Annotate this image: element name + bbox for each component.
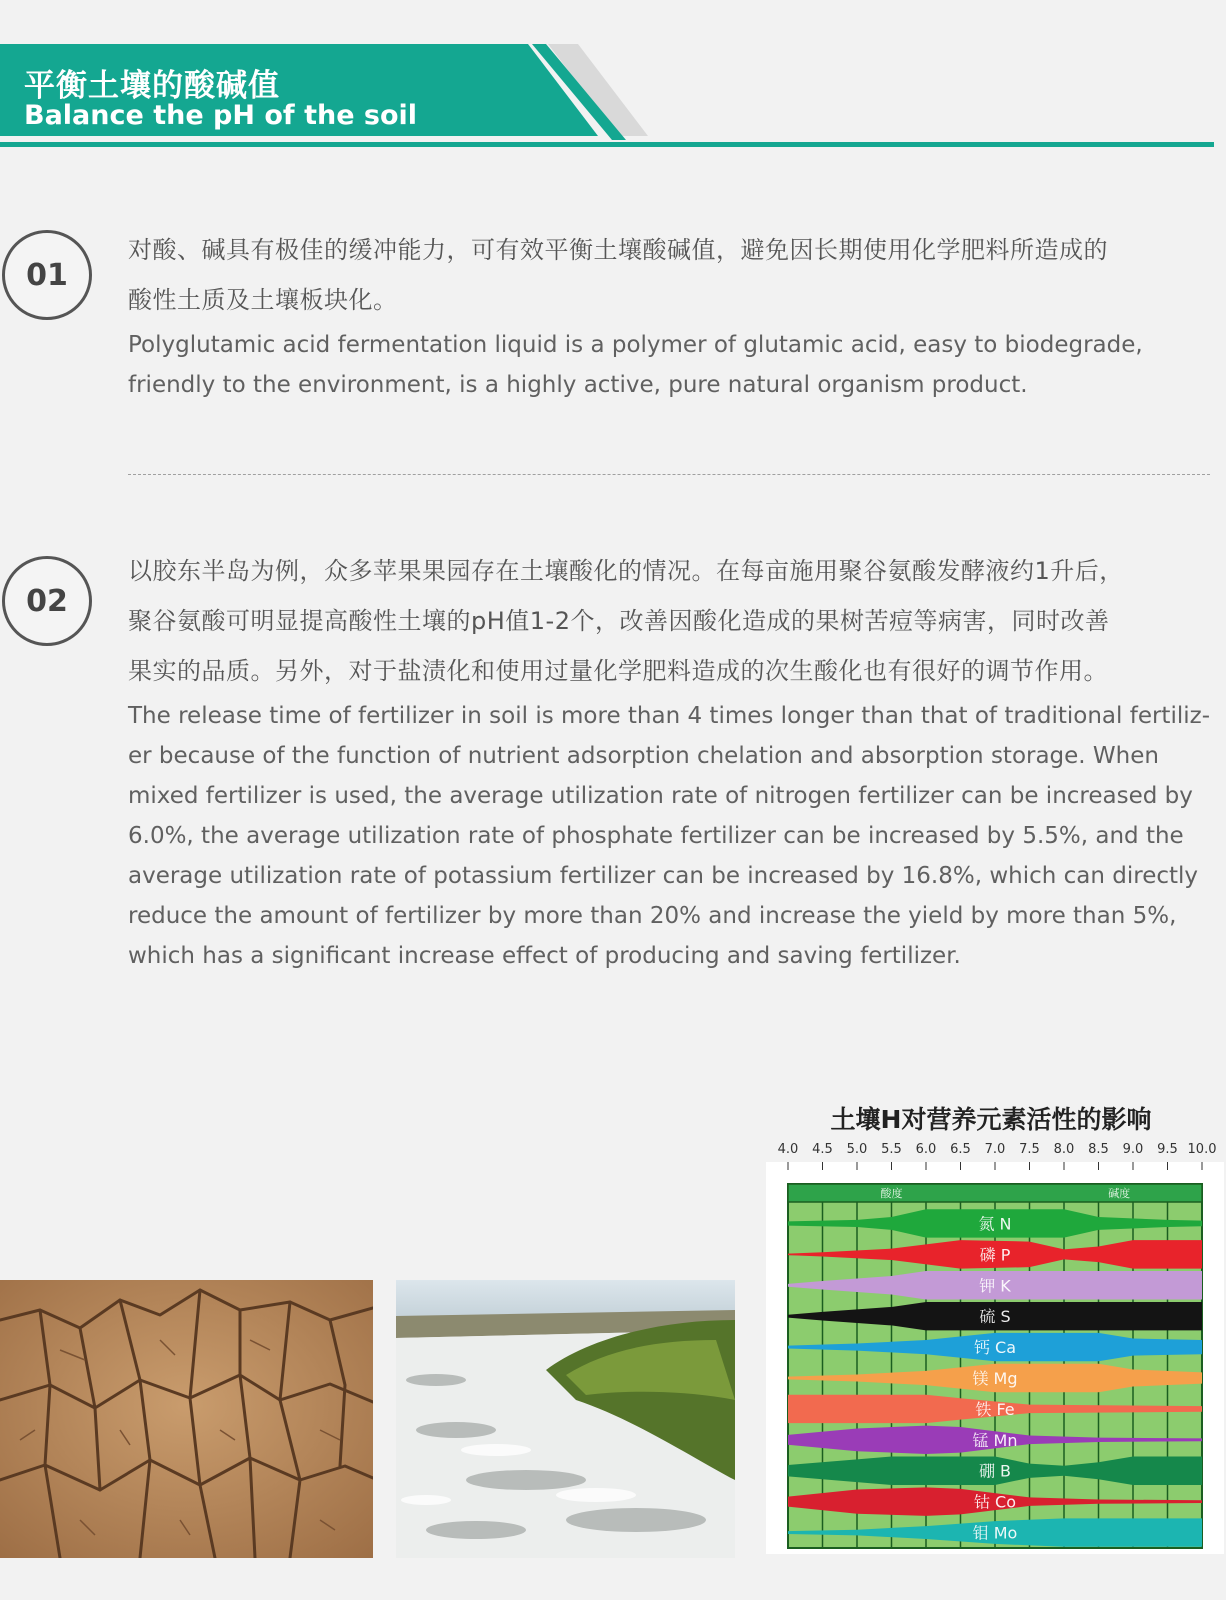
en-text-line: 6.0%, the average utilization rate of phosphate fertilizer can be increased by 5.5%, and the	[128, 823, 1184, 849]
x-tick-label: 4.5	[812, 1142, 833, 1157]
x-tick-label: 9.0	[1122, 1142, 1144, 1157]
ph-nutrient-chart	[766, 1140, 1224, 1554]
header-title-cn: 平衡土壤的酸碱值	[24, 68, 280, 104]
x-tick-label: 5.0	[846, 1142, 868, 1157]
en-text-line: Polyglutamic acid fermentation liquid is a polymer of glutamic acid, easy to biodegrade,	[128, 332, 1143, 358]
cn-text-line: 酸性土质及土壤板块化。	[128, 286, 398, 314]
nutrient-label: 钴 Co	[973, 1492, 1017, 1512]
section-02-text	[128, 546, 1216, 976]
nutrient-label: 磷 P	[979, 1245, 1011, 1265]
x-tick-label: 7.0	[984, 1142, 1006, 1157]
nutrient-label: 钾 K	[979, 1276, 1011, 1296]
x-tick-label: 4.0	[777, 1142, 799, 1157]
nutrient-label: 钙 Ca	[973, 1338, 1017, 1358]
section-01-text	[128, 225, 1216, 405]
alkaline-label: 碱度	[1108, 1187, 1131, 1200]
x-tick-label: 8.0	[1053, 1142, 1075, 1157]
en-text-line: which has a significant increase effect of producing and saving fertilizer.	[128, 943, 961, 969]
nutrient-label: 锰 Mn	[972, 1430, 1018, 1450]
x-tick-label: 6.0	[915, 1142, 937, 1157]
chart-top-band	[788, 1184, 1202, 1202]
saline-land-photo	[396, 1280, 735, 1558]
x-axis-ticks	[766, 1140, 1224, 1162]
nutrient-label: 铁 Fe	[975, 1399, 1015, 1419]
cracked-soil-photo	[0, 1280, 373, 1558]
en-text-line: average utilization rate of potassium fertilizer can be increased by 16.8%, which can directly	[128, 863, 1199, 889]
x-tick-label: 8.5	[1088, 1142, 1109, 1157]
header-underline	[0, 142, 1214, 147]
cn-text-line: 聚谷氨酸可明显提高酸性土壤的pH值1-2个，改善因酸化造成的果树苦痘等病害，同时改善	[128, 607, 1110, 635]
cn-text-line: 以胶东半岛为例，众多苹果果园存在土壤酸化的情况。在每亩施用聚谷氨酸发酵液约1升后，	[128, 557, 1124, 585]
en-text-line: reduce the amount of fertilizer by more than 20% and increase the yield by more than 5%,	[128, 903, 1177, 929]
x-tick-label: 7.5	[1019, 1142, 1040, 1157]
section-number-badge: 02	[2, 556, 92, 646]
cn-text-line: 对酸、碱具有极佳的缓冲能力，可有效平衡土壤酸碱值，避免因长期使用化学肥料所造成的	[128, 236, 1108, 264]
en-text-line: The release time of fertilizer in soil is more than 4 times longer than that of traditional fertiliz-	[128, 703, 1210, 729]
x-tick-label: 9.5	[1157, 1142, 1178, 1157]
section-header	[0, 44, 1214, 154]
dashed-divider	[128, 474, 1210, 475]
en-text-line: er because of the function of nutrient adsorption chelation and absorption storage. When	[128, 743, 1159, 769]
en-text-line: friendly to the environment, is a highly active, pure natural organism product.	[128, 372, 1028, 398]
en-text-line: mixed fertilizer is used, the average utilization rate of nitrogen fertilizer can be increased by	[128, 783, 1193, 809]
chart-plot	[766, 1162, 1224, 1554]
header-title-en: Balance the pH of the soil	[24, 100, 418, 131]
x-tick-label: 5.5	[881, 1142, 902, 1157]
x-tick-label: 6.5	[950, 1142, 971, 1157]
section-number-badge: 01	[2, 230, 92, 320]
nutrient-label: 硼 B	[978, 1461, 1012, 1481]
cn-text-line: 果实的品质。另外，对于盐渍化和使用过量化学肥料造成的次生酸化也有很好的调节作用。	[128, 657, 1108, 685]
nutrient-label: 氮 N	[978, 1214, 1012, 1234]
nutrient-label: 钼 Mo	[972, 1523, 1018, 1543]
x-tick-label: 10.0	[1187, 1142, 1217, 1157]
chart-title: 土壤H对营养元素活性的影响	[830, 1105, 1152, 1134]
nutrient-label: 硫 S	[979, 1307, 1011, 1327]
acid-label: 酸度	[880, 1187, 903, 1200]
nutrient-label: 镁 Mg	[972, 1369, 1018, 1388]
